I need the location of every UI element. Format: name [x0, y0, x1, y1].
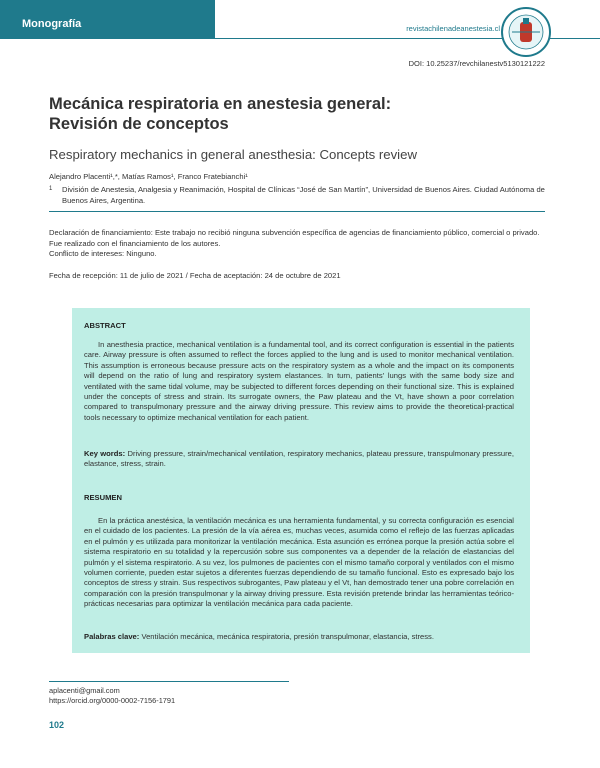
abstract-keywords [84, 449, 514, 470]
section-tab [0, 0, 215, 38]
page-number: 102 [49, 720, 65, 730]
funding-text: Declaración de financiamiento: Este trabajo no recibió ninguna subvención específica de agencias de financiamiento público, comercial o privado. Fue realizado con el financiamiento de los autores. [49, 228, 540, 248]
orcid-link[interactable]: https://orcid.org/0000-0002-7156-1791 [49, 696, 176, 705]
article-title [49, 94, 549, 134]
abstract-text: In anesthesia practice, mechanical ventilation is a fundamental tool, and its correct configuration is essential in the patients care. Airway pressure is often assumed to reflect the forces applied to the lung and is used to monitor mechanical ventilation. This assumption is erroneous because pressure acts on the respiratory system as a whole and the impact on its components will depend on the ratio of lung and respiratory system elastances. In turn, patients' lungs with the same body size and ventilated with the same tidal volume, may be subjected to different forces depending on their functional size. This is explained under the concepts of stress and strain. Its surrogate owners, the Paw plateau and the Vt, have shown a poor correlation compared to transpulmonary pressure and the airway driving pressure. This review aims to provide the theoretical-practical tools necessary to optimize mechanical ventilation for each patient. [84, 340, 514, 422]
resumen-text: En la práctica anestésica, la ventilación mecánica es una herramienta fundamental, y su correcta configuración es esencial en el cuidado de los pacientes. La presión de la vía aérea es, muchas veces, asumida como el reflejo de las fuerzas aplicadas en el pulmón y es utilizada para monitorizar la ventilación mecánica. Esta asunción es errónea porque la presión actúa sobre el sistema respiratorio en su totalidad y la repercusión sobre sus componentes va a depender de la relación de elastancias del pulmón y el sistema respiratorio. A su vez, los pulmones de pacientes con el mismo tamaño corporal y ventilados con el mismo volumen corriente, pueden estar sujetos a diferentes fuerzas dependiendo de su tamaño funcional. Esto es expresado bajo los conceptos de stress y strain. Sus respectivos subrogantes, Paw plateau y el Vt, han demostrado tener una pobre correlación en comparación con la presión transpulmonar y la airway driving pressure. Esta revisión pretende brindar las herramientas teórico-prácticas necesarias para optimizar la ventilación mecánica para cada paciente. [84, 516, 514, 609]
conflict-text: Conflicto de intereses: Ninguno. [49, 249, 157, 258]
affiliation-text: División de Anestesia, Analgesia y Reanimación, Hospital de Clínicas “José de San Martín”, Universidad de Buenos Aires. Ciudad Autónoma de Buenos Aires, Argentina. [62, 185, 545, 205]
title-line-2: Revisión de conceptos [49, 115, 229, 133]
keywords-text: Driving pressure, strain/mechanical ventilation, respiratory mechanics, plateau pressure, transpulmonary pressure, elastance, stress, strain. [84, 449, 514, 469]
funding-statement [49, 228, 549, 260]
journal-url-link[interactable]: revistachilenadeanestesia.cl [406, 24, 500, 33]
affiliation-number: 1 [49, 186, 53, 192]
palabras-clave-text: Ventilación mecánica, mecánica respiratoria, presión transpulmonar, elastancia, stress. [141, 632, 434, 641]
title-line-1: Mecánica respiratoria en anestesia general: [49, 95, 392, 113]
footnote-rule [49, 681, 289, 682]
keywords-label: Key words: [84, 449, 126, 458]
affiliation [49, 184, 549, 206]
abstract-heading: ABSTRACT [84, 321, 126, 330]
article-subtitle: Respiratory mechanics in general anesthesia: Concepts review [49, 147, 417, 162]
section-label: Monografía [22, 18, 82, 30]
palabras-clave-label: Palabras clave: [84, 632, 140, 641]
affiliation-rule [49, 211, 545, 212]
author-email-link[interactable]: aplacenti@gmail.com [49, 686, 120, 695]
journal-logo [500, 6, 552, 58]
authors: Alejandro Placenti¹,*, Matías Ramos¹, Franco Fratebianchi¹ [49, 172, 248, 181]
received-accepted-dates: Fecha de recepción: 11 de julio de 2021 / Fecha de aceptación: 24 de octubre de 2021 [49, 271, 341, 280]
resumen-heading: RESUMEN [84, 493, 122, 502]
doi[interactable]: DOI: 10.25237/revchilanestv5130121222 [408, 59, 545, 68]
resumen-keywords [84, 632, 514, 642]
